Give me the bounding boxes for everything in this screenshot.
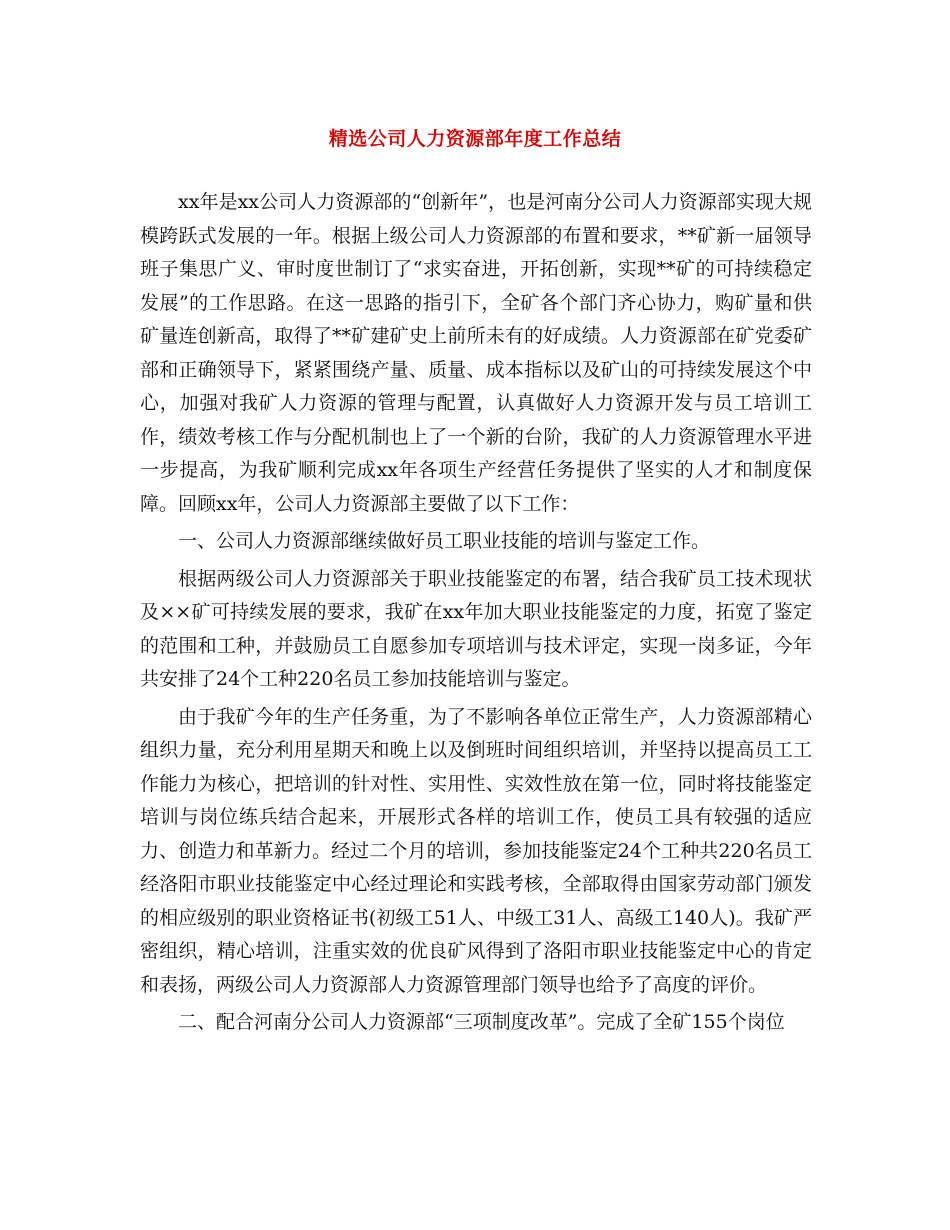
section-heading-2: 二、配合河南分公司人力资源部“三项制度改革”。完成了全矿155个岗位 [178,1011,785,1033]
document-title: 精选公司人力资源部年度工作总结 [328,128,622,150]
section-heading-1: 一、公司人力资源部继续做好员工职业技能的培训与鉴定工作。 [178,530,711,552]
paragraph-intro: xx年是xx公司人力资源部的“创新年”，也是河南分公司人力资源部实现大规模跨跃式发展的一年。根据上级公司人力资源部的布置和要求，**矿新一届领导班子集思广义、审时度世制订了“求实奋进，开拓创新，实现**矿的可持续稳定发展”的工作思路。在这一思路的指引下，全矿各个部门齐心协力，购矿量和供矿量连创新高，取得了**矿建矿史上前所未有的好成绩。人力资源部在矿党委矿部和正确领导下，紧紧围绕产量、质量、成本指标以及矿山的可持续发展这个中心，加强对我矿人力资源的管理与配置，认真做好人力资源开发与员工培训工作，绩效考核工作与分配机制也上了一个新的台阶，我矿的人力资源管理水平进一步提高，为我矿顺利完成xx年各项生产经营任务提供了坚实的人才和制度保障。回顾xx年，公司人力资源部主要做了以下工作： [140,191,812,515]
document-body [140,186,812,1044]
paragraph-training-plan: 根据两级公司人力资源部关于职业技能鉴定的布署，结合我矿员工技术现状及××矿可持续发展的要求，我矿在xx年加大职业技能鉴定的力度，拓宽了鉴定的范围和工种，并鼓励员工自愿参加专项培训与技术评定，实现一岗多证，今年共安排了24个工种220名员工参加技能培训与鉴定。 [140,567,812,690]
paragraph-training-results: 由于我矿今年的生产任务重，为了不影响各单位正常生产，人力资源部精心组织力量，充分利用星期天和晚上以及倒班时间组织培训，并坚持以提高员工工作能力为核心，把培训的针对性、实用性、实效性放在第一位，同时将技能鉴定培训与岗位练兵结合起来，开展形式各样的培训工作，使员工具有较强的适应力、创造力和革新力。经过二个月的培训，参加技能鉴定24个工种共220名员工经洛阳市职业技能鉴定中心经过理论和实践考核，全部取得由国家劳动部门颁发的相应级别的职业资格证书(初级工51人、中级工31人、高级工140人)。我矿严密组织，精心培训，注重实效的优良矿风得到了洛阳市职业技能鉴定中心的肯定和表扬，两级公司人力资源部人力资源管理部门领导也给予了高度的评价。 [140,705,812,996]
